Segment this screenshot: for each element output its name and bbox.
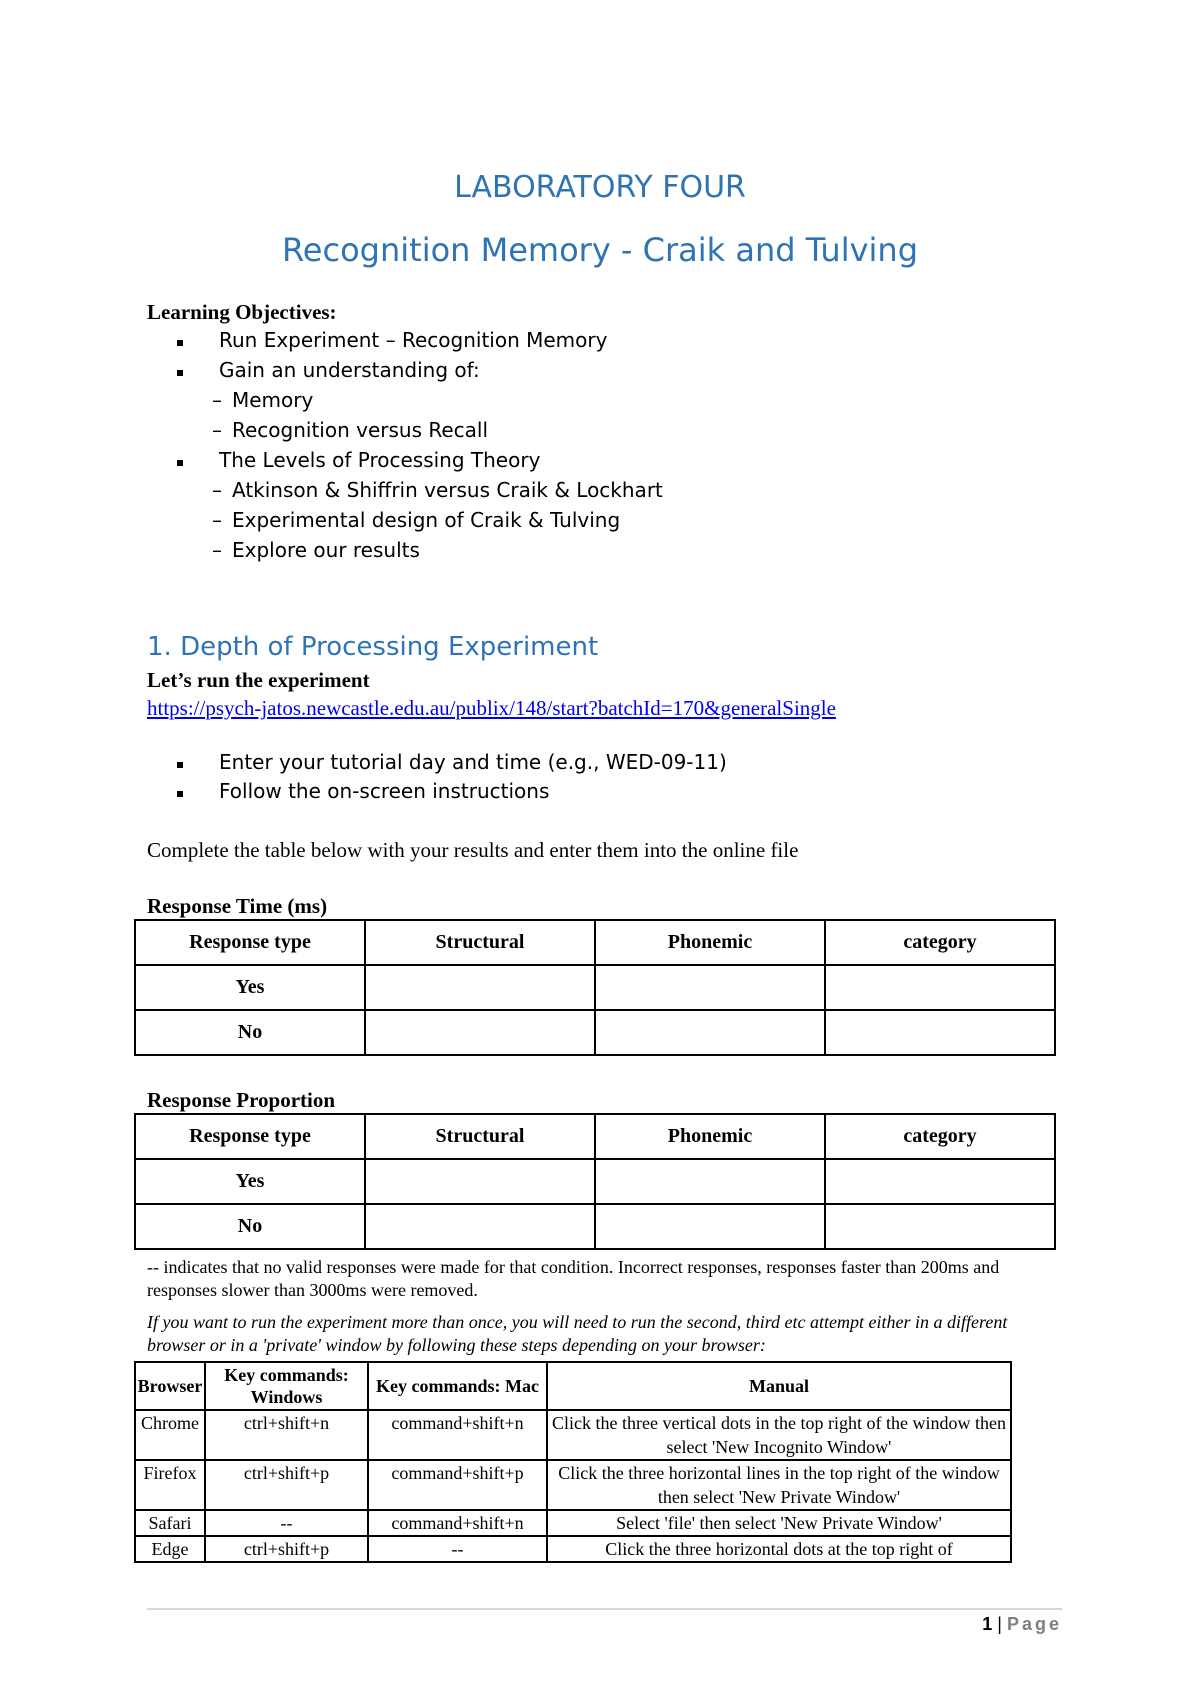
row-label: No bbox=[135, 1010, 365, 1055]
header-cell: Response type bbox=[135, 920, 365, 965]
row-label: Yes bbox=[135, 965, 365, 1010]
input-cell[interactable] bbox=[825, 1010, 1055, 1055]
dash-bullet-icon: – bbox=[212, 388, 222, 412]
table-header-row bbox=[135, 1114, 1055, 1159]
input-cell[interactable] bbox=[595, 965, 825, 1010]
objective-subitem: Experimental design of Craik & Tulving bbox=[232, 508, 621, 532]
table-row bbox=[135, 1159, 1055, 1204]
row-label: Yes bbox=[135, 1159, 365, 1204]
table-row bbox=[135, 1410, 1011, 1460]
objective-item: Run Experiment – Recognition Memory bbox=[219, 328, 608, 352]
table-row bbox=[135, 1510, 1011, 1536]
input-cell[interactable] bbox=[365, 965, 595, 1010]
instruction-text: Complete the table below with your results and enter them into the online file bbox=[147, 838, 799, 862]
page-separator: | bbox=[997, 1614, 1002, 1634]
row-label: No bbox=[135, 1204, 365, 1249]
page-number: 1 bbox=[982, 1614, 993, 1634]
run-label: Let’s run the experiment bbox=[147, 668, 370, 692]
input-cell[interactable] bbox=[825, 1159, 1055, 1204]
mac-command-cell: command+shift+p bbox=[368, 1460, 547, 1510]
private-window-intro: If you want to run the experiment more than once, you will need to run the second, third etc attempt either in a different browser or in a 'private' window by following these steps depending on your browser: bbox=[147, 1312, 1008, 1355]
manual-cell: Click the three vertical dots in the top right of the window then select 'New Incognito Window' bbox=[547, 1410, 1011, 1460]
table-row bbox=[135, 1536, 1011, 1562]
header-cell: Structural bbox=[365, 920, 595, 965]
manual-cell: Select 'file' then select 'New Private Window' bbox=[547, 1510, 1011, 1536]
objectives-heading: Learning Objectives: bbox=[147, 300, 337, 324]
lab-subtitle: Recognition Memory - Craik and Tulving bbox=[282, 231, 918, 269]
mac-command-cell: command+shift+n bbox=[368, 1510, 547, 1536]
lab-title: LABORATORY FOUR bbox=[454, 170, 746, 205]
page-label: Page bbox=[1006, 1614, 1062, 1634]
mac-command-cell: command+shift+n bbox=[368, 1410, 547, 1460]
response-proportion-caption: Response Proportion bbox=[147, 1088, 336, 1112]
input-cell[interactable] bbox=[595, 1159, 825, 1204]
windows-command-cell: ctrl+shift+p bbox=[205, 1536, 368, 1562]
input-cell[interactable] bbox=[365, 1010, 595, 1055]
input-cell[interactable] bbox=[595, 1010, 825, 1055]
browser-cell: Safari bbox=[135, 1510, 205, 1536]
browser-cell: Firefox bbox=[135, 1460, 205, 1510]
header-cell: Phonemic bbox=[595, 1114, 825, 1159]
step-item: Enter your tutorial day and time (e.g., WED-09-11) bbox=[219, 750, 727, 774]
step-item: Follow the on-screen instructions bbox=[219, 779, 550, 803]
windows-command-cell: ctrl+shift+n bbox=[205, 1410, 368, 1460]
header-cell: Key commands: Windows bbox=[205, 1362, 368, 1410]
mac-command-cell: -- bbox=[368, 1536, 547, 1562]
header-cell: Phonemic bbox=[595, 920, 825, 965]
objective-subitem: Atkinson & Shiffrin versus Craik & Lockhart bbox=[232, 478, 663, 502]
header-cell: Manual bbox=[547, 1362, 1011, 1410]
dash-bullet-icon: – bbox=[212, 508, 222, 532]
table-header-row bbox=[135, 1362, 1011, 1410]
input-cell[interactable] bbox=[595, 1204, 825, 1249]
browser-cell: Edge bbox=[135, 1536, 205, 1562]
header-cell: category bbox=[825, 920, 1055, 965]
objective-item: The Levels of Processing Theory bbox=[219, 448, 541, 472]
results-note: -- indicates that no valid responses were made for that condition. Incorrect responses, responses faster than 200ms and responses slower than 3000ms were removed. bbox=[147, 1257, 1000, 1300]
header-cell: Response type bbox=[135, 1114, 365, 1159]
response-time-caption: Response Time (ms) bbox=[147, 894, 328, 918]
table-row bbox=[135, 1204, 1055, 1249]
input-cell[interactable] bbox=[365, 1204, 595, 1249]
objective-subitem: Recognition versus Recall bbox=[232, 418, 489, 442]
page-footer bbox=[982, 1614, 1062, 1635]
header-cell: Browser bbox=[135, 1362, 205, 1410]
header-cell: Structural bbox=[365, 1114, 595, 1159]
manual-cell: Click the three horizontal dots at the top right of bbox=[547, 1536, 1011, 1562]
dash-bullet-icon: – bbox=[212, 418, 222, 442]
browser-cell: Chrome bbox=[135, 1410, 205, 1460]
section-heading: 1. Depth of Processing Experiment bbox=[147, 632, 599, 662]
objective-subitem: Explore our results bbox=[232, 538, 420, 562]
bullet-square-icon bbox=[177, 460, 183, 466]
bullet-square-icon bbox=[177, 340, 183, 346]
header-cell: category bbox=[825, 1114, 1055, 1159]
input-cell[interactable] bbox=[365, 1159, 595, 1204]
input-cell[interactable] bbox=[825, 1204, 1055, 1249]
footer-divider bbox=[147, 1608, 1062, 1610]
header-cell: Key commands: Mac bbox=[368, 1362, 547, 1410]
table-row bbox=[135, 1010, 1055, 1055]
objective-item: Gain an understanding of: bbox=[219, 358, 480, 382]
windows-command-cell: ctrl+shift+p bbox=[205, 1460, 368, 1510]
bullet-square-icon bbox=[177, 370, 183, 376]
input-cell[interactable] bbox=[825, 965, 1055, 1010]
response-time-table bbox=[134, 919, 1056, 1056]
dash-bullet-icon: – bbox=[212, 478, 222, 502]
table-header-row bbox=[135, 920, 1055, 965]
objective-subitem: Memory bbox=[232, 388, 314, 412]
windows-command-cell: -- bbox=[205, 1510, 368, 1536]
bullet-square-icon bbox=[177, 762, 183, 768]
bullet-square-icon bbox=[177, 791, 183, 797]
dash-bullet-icon: – bbox=[212, 538, 222, 562]
manual-cell: Click the three horizontal lines in the top right of the window then select 'New Private Window' bbox=[547, 1460, 1011, 1510]
table-row bbox=[135, 965, 1055, 1010]
experiment-link[interactable]: https://psych-jatos.newcastle.edu.au/publix/148/start?batchId=170&generalSingle bbox=[147, 696, 836, 720]
response-proportion-table bbox=[134, 1113, 1056, 1250]
browser-table bbox=[134, 1361, 1012, 1563]
table-row bbox=[135, 1460, 1011, 1510]
